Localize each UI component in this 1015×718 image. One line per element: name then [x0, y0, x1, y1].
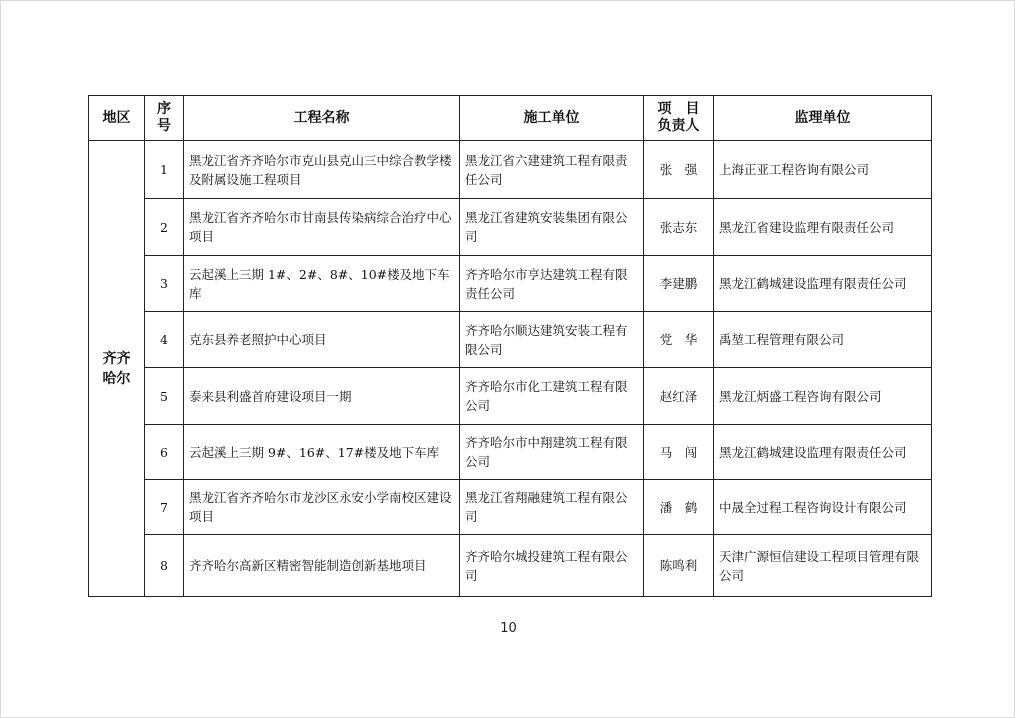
supervisor-cell: 黑龙江鹤城建设监理有限责任公司 — [714, 425, 932, 480]
contractor-cell: 黑龙江省翔融建筑工程有限公司 — [460, 480, 644, 535]
project-cell: 云起溪上三期 9#、16#、17#楼及地下车库 — [184, 425, 460, 480]
header-supervisor: 监理单位 — [714, 96, 932, 141]
header-project-name: 工程名称 — [184, 96, 460, 141]
seq-cell: 8 — [145, 535, 184, 597]
table-row — [89, 141, 932, 199]
manager-cell: 张 强 — [644, 141, 714, 199]
project-cell: 黑龙江省齐齐哈尔市甘南县传染病综合治疗中心项目 — [184, 199, 460, 256]
contractor-cell: 齐齐哈尔市化工建筑工程有限公司 — [460, 368, 644, 425]
header-manager-line1: 项 目 — [657, 101, 700, 117]
seq-cell: 6 — [145, 425, 184, 480]
seq-cell: 5 — [145, 368, 184, 425]
manager-cell: 赵红泽 — [644, 368, 714, 425]
table-row — [89, 256, 932, 312]
project-cell: 泰来县利盛首府建设项目一期 — [184, 368, 460, 425]
header-region: 地区 — [89, 96, 145, 141]
manager-cell: 陈鸣利 — [644, 535, 714, 597]
table-header-row — [89, 96, 932, 141]
supervisor-cell: 黑龙江鹤城建设监理有限责任公司 — [714, 256, 932, 312]
header-manager-line2: 负责人 — [657, 118, 700, 134]
header-seq-line1: 序 — [157, 101, 171, 117]
supervisor-cell: 黑龙江省建设监理有限责任公司 — [714, 199, 932, 256]
manager-cell: 李建鹏 — [644, 256, 714, 312]
project-cell: 克东县养老照护中心项目 — [184, 312, 460, 368]
region-line2: 哈尔 — [102, 370, 131, 387]
supervisor-cell: 天津广源恒信建设工程项目管理有限公司 — [714, 535, 932, 597]
contractor-cell: 齐齐哈尔城投建筑工程有限公司 — [460, 535, 644, 597]
table-row — [89, 535, 932, 597]
header-seq — [145, 96, 184, 141]
seq-cell: 1 — [145, 141, 184, 199]
supervisor-cell: 禹堃工程管理有限公司 — [714, 312, 932, 368]
region-line1: 齐齐 — [102, 350, 131, 367]
supervisor-cell: 上海正亚工程咨询有限公司 — [714, 141, 932, 199]
project-cell: 黑龙江省齐齐哈尔市龙沙区永安小学南校区建设项目 — [184, 480, 460, 535]
contractor-cell: 齐齐哈尔顺达建筑安装工程有限公司 — [460, 312, 644, 368]
manager-cell: 党 华 — [644, 312, 714, 368]
table-row — [89, 199, 932, 256]
region-cell — [89, 141, 145, 597]
header-contractor: 施工单位 — [460, 96, 644, 141]
supervisor-cell: 黑龙江炳盛工程咨询有限公司 — [714, 368, 932, 425]
table-row — [89, 368, 932, 425]
table-row — [89, 312, 932, 368]
table-row — [89, 480, 932, 535]
manager-cell: 马 闯 — [644, 425, 714, 480]
contractor-cell: 齐齐哈尔市中翔建筑工程有限公司 — [460, 425, 644, 480]
page-number: 10 — [500, 621, 517, 636]
manager-cell: 潘 鹤 — [644, 480, 714, 535]
project-cell: 黑龙江省齐齐哈尔市克山县克山三中综合教学楼及附属设施工程项目 — [184, 141, 460, 199]
contractor-cell: 黑龙江省六建建筑工程有限责任公司 — [460, 141, 644, 199]
table-row — [89, 425, 932, 480]
header-seq-line2: 号 — [157, 118, 171, 134]
contractor-cell: 齐齐哈尔市亨达建筑工程有限责任公司 — [460, 256, 644, 312]
contractor-cell: 黑龙江省建筑安装集团有限公司 — [460, 199, 644, 256]
project-cell: 云起溪上三期 1#、2#、8#、10#楼及地下车库 — [184, 256, 460, 312]
manager-cell: 张志东 — [644, 199, 714, 256]
seq-cell: 7 — [145, 480, 184, 535]
header-manager — [644, 96, 714, 141]
project-table — [88, 95, 932, 597]
supervisor-cell: 中晟全过程工程咨询设计有限公司 — [714, 480, 932, 535]
seq-cell: 3 — [145, 256, 184, 312]
seq-cell: 2 — [145, 199, 184, 256]
project-cell: 齐齐哈尔高新区精密智能制造创新基地项目 — [184, 535, 460, 597]
seq-cell: 4 — [145, 312, 184, 368]
